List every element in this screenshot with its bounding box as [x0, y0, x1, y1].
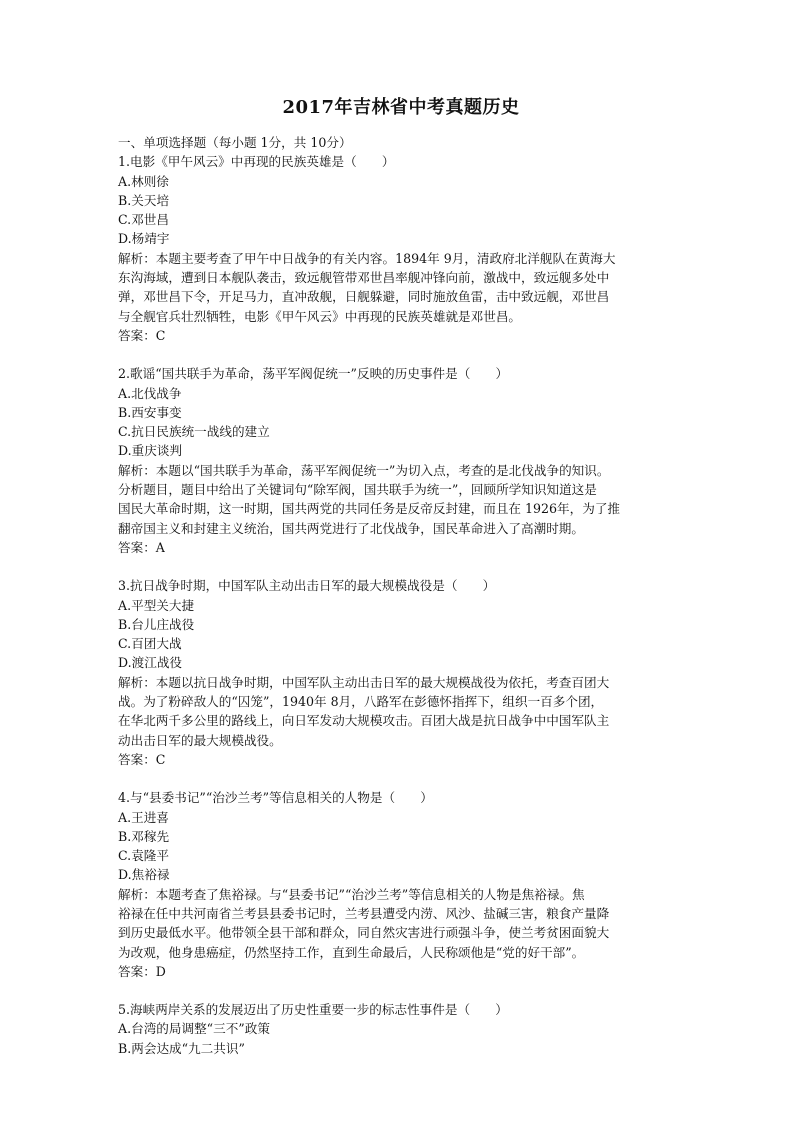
analysis-line: 分析题目，题目中给出了关键词句“除军阀，国共联手为统一”，回顾所学知识知道这是 [118, 482, 597, 498]
option-a: A.林则徐 [118, 173, 169, 189]
option-c: C.邓世昌 [118, 212, 169, 228]
question-stem: 3.抗日战争时期，中国军队主动出击日军的最大规模战役是（ ） [118, 578, 496, 594]
analysis-line: 解析：本题考查了焦裕禄。与“县委书记”“治沙兰考”等信息相关的人物是焦裕禄。焦 [118, 886, 585, 902]
option-a: A.台湾的局调整“三不”政策 [118, 1021, 270, 1037]
answer: 答案：C [118, 751, 166, 767]
question-5 [118, 1000, 684, 1058]
analysis-line: 为改观，他身患癌症，仍然坚持工作，直到生命最后，人民称颂他是“党的好干部”。 [118, 944, 585, 960]
option-d: D.重庆谈判 [118, 443, 183, 459]
answer: 答案：D [118, 963, 166, 979]
document-title: 2017年吉林省中考真题历史 [282, 97, 520, 118]
option-d: D.焦裕禄 [118, 867, 170, 883]
answer: 答案：C [118, 327, 166, 343]
option-a: A.平型关大捷 [118, 597, 195, 613]
question-4 [118, 788, 684, 981]
option-a: A.北伐战争 [118, 385, 182, 401]
option-d: D.渡江战役 [118, 655, 183, 671]
analysis-line: 东沟海域，遭到日本舰队袭击，致远舰管带邓世昌率舰冲锋向前，激战中，致远舰多处中 [118, 270, 610, 286]
question-stem: 1.电影《甲午风云》中再现的民族英雄是（ ） [118, 154, 395, 170]
document-page [118, 96, 684, 1077]
question-2 [118, 364, 684, 557]
analysis-line: 解析：本题主要考查了甲午中日战争的有关内容。1894年 9月，清政府北洋舰队在黄海大 [118, 250, 616, 266]
analysis-line: 解析：本题以抗日战争时期，中国军队主动出击日军的最大规模战役为依托，考查百团大 [118, 674, 610, 690]
analysis-line: 翻帝国主义和封建主义统治，国共两党进行了北伐战争，国民革命进入了高潮时期。 [118, 520, 584, 536]
option-a: A.王进喜 [118, 809, 169, 825]
option-b: B.邓稼先 [118, 828, 170, 844]
analysis-line: 国民大革命时期，这一时期，国共两党的共同任务是反帝反封建，而且在 1926年，为了推 [118, 501, 621, 517]
analysis-line: 到历史最低水平。他带领全县干部和群众，同自然灾害进行顽强斗争，使兰考贫困面貌大 [118, 925, 610, 941]
question-stem: 2.歌谣“国共联手为革命，荡平军阀促统一”反映的历史事件是（ ） [118, 366, 509, 382]
analysis-line: 动出击日军的最大规模战役。 [118, 732, 282, 748]
option-b: B.西安事变 [118, 404, 182, 420]
question-stem: 4.与“县委书记”“治沙兰考”等信息相关的人物是（ ） [118, 790, 433, 806]
analysis-line: 解析：本题以“国共联手为革命，荡平军阀促统一”为切入点，考查的是北伐战争的知识。 [118, 462, 610, 478]
section-title: 一、单项选择题（每小题 1分，共 10分） [118, 135, 352, 150]
question-1 [118, 152, 684, 345]
option-b: B.台儿庄战役 [118, 616, 195, 632]
option-d: D.杨靖宇 [118, 231, 170, 247]
analysis-line: 弹，邓世昌下令，开足马力，直冲敌舰，日舰躲避，同时施放鱼雷，击中致远舰，邓世昌 [118, 289, 610, 305]
option-c: C.袁隆平 [118, 848, 169, 864]
question-3 [118, 576, 684, 769]
analysis-line: 与全舰官兵壮烈牺牲，电影《甲午风云》中再现的民族英雄就是邓世昌。 [118, 308, 521, 324]
question-stem: 5.海峡两岸关系的发展迈出了历史性重要一步的标志性事件是（ ） [118, 1002, 508, 1018]
analysis-line: 裕禄在任中共河南省兰考县县委书记时，兰考县遭受内涝、风沙、盐碱三害，粮食产量降 [118, 905, 610, 921]
answer: 答案：A [118, 539, 165, 555]
option-c: C.百团大战 [118, 636, 182, 652]
option-c: C.抗日民族统一战线的建立 [118, 424, 270, 440]
analysis-line: 在华北两千多公里的路线上，向日军发动大规模攻击。百团大战是抗日战争中中国军队主 [118, 713, 610, 729]
option-b: B.两会达成“九二共识” [118, 1040, 245, 1056]
option-b: B.关天培 [118, 192, 170, 208]
analysis-line: 战。为了粉碎敌人的“囚笼”，1940年 8月，八路军在彭德怀指挥下，组织一百多个团， [118, 694, 604, 710]
